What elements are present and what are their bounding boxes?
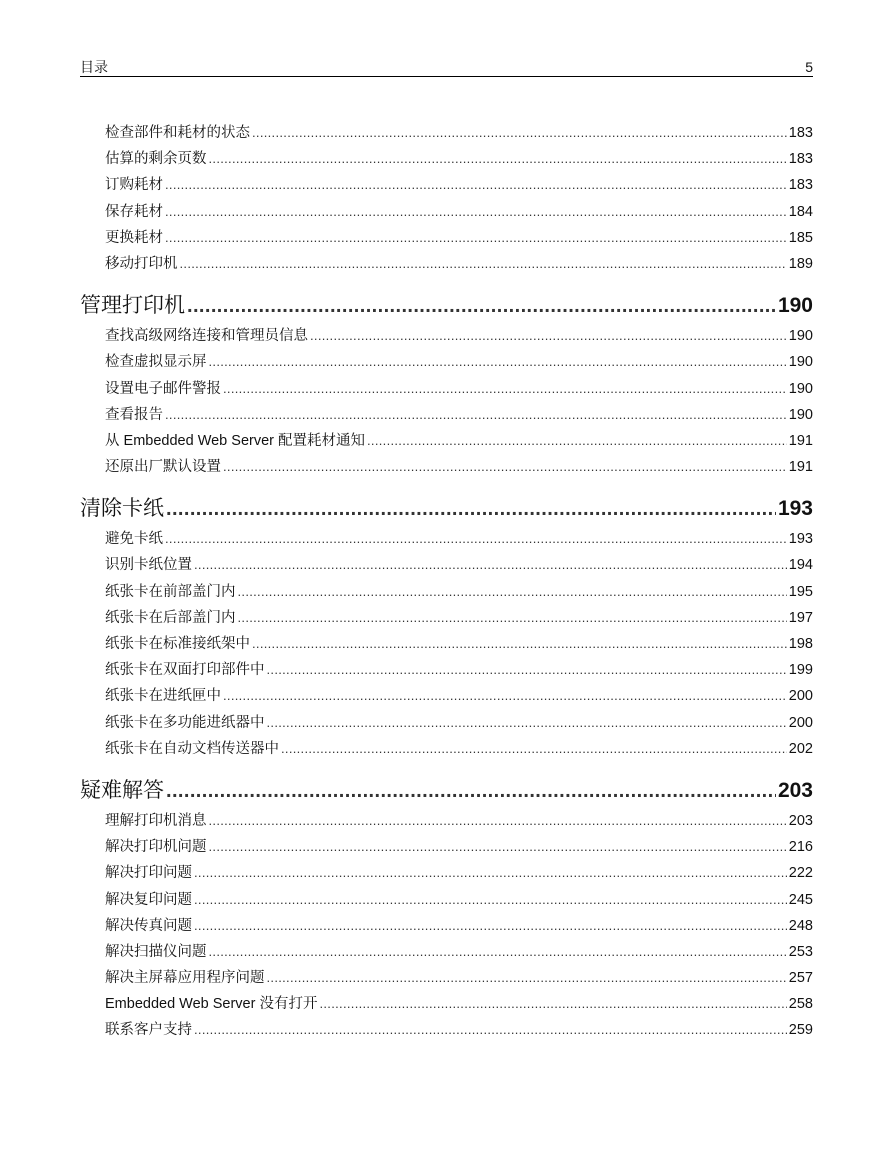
entry-title: 纸张卡在前部盖门内 xyxy=(105,583,236,600)
dot-leader xyxy=(209,146,787,172)
toc-entry[interactable] xyxy=(80,225,813,251)
entry-page-number: 258 xyxy=(788,996,813,1013)
entry-title: 联系客户支持 xyxy=(105,1022,192,1039)
toc-entry[interactable] xyxy=(80,808,813,834)
entry-title: 解决打印机问题 xyxy=(105,839,207,856)
dot-leader xyxy=(166,492,776,526)
entry-page-number: 190 xyxy=(788,328,813,345)
entry-page-number: 190 xyxy=(788,406,813,423)
entry-title: 估算的剩余页数 xyxy=(105,151,207,168)
entry-page-number: 202 xyxy=(788,740,813,757)
dot-leader xyxy=(252,120,787,146)
entry-title: 纸张卡在标准接纸架中 xyxy=(105,636,250,652)
dot-leader xyxy=(194,913,787,939)
toc-entry[interactable] xyxy=(80,965,813,991)
entry-title: 从 Embedded Web Server 配置耗材通知 xyxy=(105,432,366,449)
dot-leader xyxy=(238,579,787,605)
toc-entry[interactable] xyxy=(80,1017,813,1043)
entry-title: 纸张卡在进纸匣中 xyxy=(105,688,221,705)
toc-entry[interactable] xyxy=(80,579,813,605)
chapter-title: 疑难解答 xyxy=(80,778,164,802)
toc-entry[interactable] xyxy=(80,526,813,552)
dot-leader xyxy=(281,736,787,762)
toc-chapter[interactable] xyxy=(80,774,813,808)
toc-entry[interactable] xyxy=(80,120,813,146)
entry-title: 查找高级网络连接和管理员信息 xyxy=(105,328,308,345)
entry-title: 纸张卡在自动文档传送器中 xyxy=(105,740,279,757)
dot-leader xyxy=(194,1017,787,1043)
dot-leader xyxy=(194,887,787,913)
toc-chapter[interactable] xyxy=(80,289,813,323)
toc-entry[interactable] xyxy=(80,402,813,428)
dot-leader xyxy=(187,289,776,323)
dot-leader xyxy=(223,454,787,480)
chapter-title: 清除卡纸 xyxy=(80,497,164,521)
entry-title: 纸张卡在双面打印部件中 xyxy=(105,662,265,679)
entry-page-number: 257 xyxy=(788,970,813,987)
entry-title: 设置电子邮件警报 xyxy=(105,380,221,397)
entry-page-number: 203 xyxy=(788,812,813,829)
entry-page-number: 197 xyxy=(788,609,813,626)
entry-title: 移动打印机 xyxy=(105,255,178,272)
entry-title: 避免卡纸 xyxy=(105,531,163,548)
toc-entry[interactable] xyxy=(80,172,813,198)
toc-entry[interactable] xyxy=(80,454,813,480)
page-header xyxy=(80,58,813,77)
entry-page-number: 184 xyxy=(788,203,813,220)
entry-title: 还原出厂默认设置 xyxy=(105,459,221,476)
dot-leader xyxy=(310,323,787,349)
dot-leader xyxy=(194,552,787,578)
entry-title: Embedded Web Server 没有打开 xyxy=(105,996,318,1013)
chapter-page-number: 190 xyxy=(777,294,813,318)
dot-leader xyxy=(252,631,787,657)
entry-page-number: 248 xyxy=(788,917,813,934)
dot-leader xyxy=(209,939,787,965)
toc-entry[interactable] xyxy=(80,736,813,762)
dot-leader xyxy=(238,605,787,631)
header-page-number: 5 xyxy=(805,59,813,75)
dot-leader xyxy=(367,428,787,454)
dot-leader xyxy=(180,251,787,277)
toc-entry[interactable] xyxy=(80,834,813,860)
toc-entry[interactable] xyxy=(80,939,813,965)
entry-page-number: 199 xyxy=(788,662,813,679)
entry-page-number: 200 xyxy=(788,688,813,705)
dot-leader xyxy=(165,225,787,251)
entry-page-number: 183 xyxy=(788,177,813,194)
entry-title: 检查虚拟显示屏 xyxy=(105,354,207,371)
entry-title: 订购耗材 xyxy=(105,177,163,194)
dot-leader xyxy=(319,991,786,1017)
dot-leader xyxy=(165,172,787,198)
dot-leader xyxy=(194,860,787,886)
entry-page-number: 193 xyxy=(788,531,813,548)
entry-page-number: 189 xyxy=(788,255,813,272)
toc-entry[interactable] xyxy=(80,913,813,939)
dot-leader xyxy=(165,402,787,428)
dot-leader xyxy=(165,526,787,552)
toc-entry[interactable] xyxy=(80,860,813,886)
table-of-contents xyxy=(80,120,813,1044)
dot-leader xyxy=(223,683,787,709)
entry-page-number: 194 xyxy=(788,557,813,574)
entry-page-number: 200 xyxy=(788,714,813,731)
entry-title: 识别卡纸位置 xyxy=(105,557,192,574)
entry-page-number: 191 xyxy=(788,459,813,476)
dot-leader xyxy=(209,808,787,834)
toc-entry[interactable] xyxy=(80,552,813,578)
entry-page-number: 190 xyxy=(788,380,813,397)
toc-entry[interactable] xyxy=(80,657,813,683)
toc-entry[interactable] xyxy=(80,683,813,709)
entry-title: 解决主屏幕应用程序问题 xyxy=(105,970,265,987)
entry-page-number: 216 xyxy=(788,839,813,856)
entry-page-number: 190 xyxy=(788,354,813,371)
entry-title: 解决扫描仪问题 xyxy=(105,943,207,960)
entry-page-number: 185 xyxy=(788,229,813,246)
chapter-title: 管理打印机 xyxy=(80,294,185,318)
header-section-title: 目录 xyxy=(80,59,108,75)
toc-entry[interactable] xyxy=(80,631,813,657)
entry-page-number: 253 xyxy=(788,943,813,960)
entry-title: 理解打印机消息 xyxy=(105,812,207,829)
entry-title: 纸张卡在后部盖门内 xyxy=(105,609,236,626)
toc-entry[interactable] xyxy=(80,323,813,349)
dot-leader xyxy=(267,965,787,991)
entry-page-number: 245 xyxy=(788,891,813,908)
entry-page-number: 259 xyxy=(788,1022,813,1039)
toc-entry[interactable] xyxy=(80,991,813,1017)
entry-title: 更换耗材 xyxy=(105,229,163,246)
toc-entry[interactable] xyxy=(80,710,813,736)
entry-title: 解决打印问题 xyxy=(105,865,192,882)
toc-chapter[interactable] xyxy=(80,492,813,526)
entry-title: 查看报告 xyxy=(105,406,163,423)
chapter-page-number: 203 xyxy=(777,778,813,802)
toc-entry[interactable] xyxy=(80,146,813,172)
entry-page-number: 195 xyxy=(788,583,813,600)
chapter-page-number: 193 xyxy=(777,497,813,521)
dot-leader xyxy=(267,657,787,683)
entry-title: 保存耗材 xyxy=(105,203,163,220)
toc-entry[interactable] xyxy=(80,605,813,631)
dot-leader xyxy=(209,834,787,860)
toc-entry[interactable] xyxy=(80,887,813,913)
entry-title: 检查部件和耗材的状态 xyxy=(105,125,250,141)
dot-leader xyxy=(209,349,787,375)
entry-page-number: 222 xyxy=(788,865,813,882)
entry-page-number: 198 xyxy=(788,636,813,652)
dot-leader xyxy=(165,199,787,225)
toc-entry[interactable] xyxy=(80,251,813,277)
toc-entry[interactable] xyxy=(80,428,813,454)
entry-title: 解决传真问题 xyxy=(105,917,192,934)
toc-entry[interactable] xyxy=(80,376,813,402)
dot-leader xyxy=(267,710,787,736)
entry-page-number: 183 xyxy=(788,151,813,168)
entry-page-number: 183 xyxy=(788,125,813,141)
toc-entry[interactable] xyxy=(80,349,813,375)
dot-leader xyxy=(166,774,776,808)
dot-leader xyxy=(223,376,787,402)
entry-page-number: 191 xyxy=(788,432,813,449)
entry-title: 纸张卡在多功能进纸器中 xyxy=(105,714,265,731)
toc-entry[interactable] xyxy=(80,199,813,225)
entry-title: 解决复印问题 xyxy=(105,891,192,908)
